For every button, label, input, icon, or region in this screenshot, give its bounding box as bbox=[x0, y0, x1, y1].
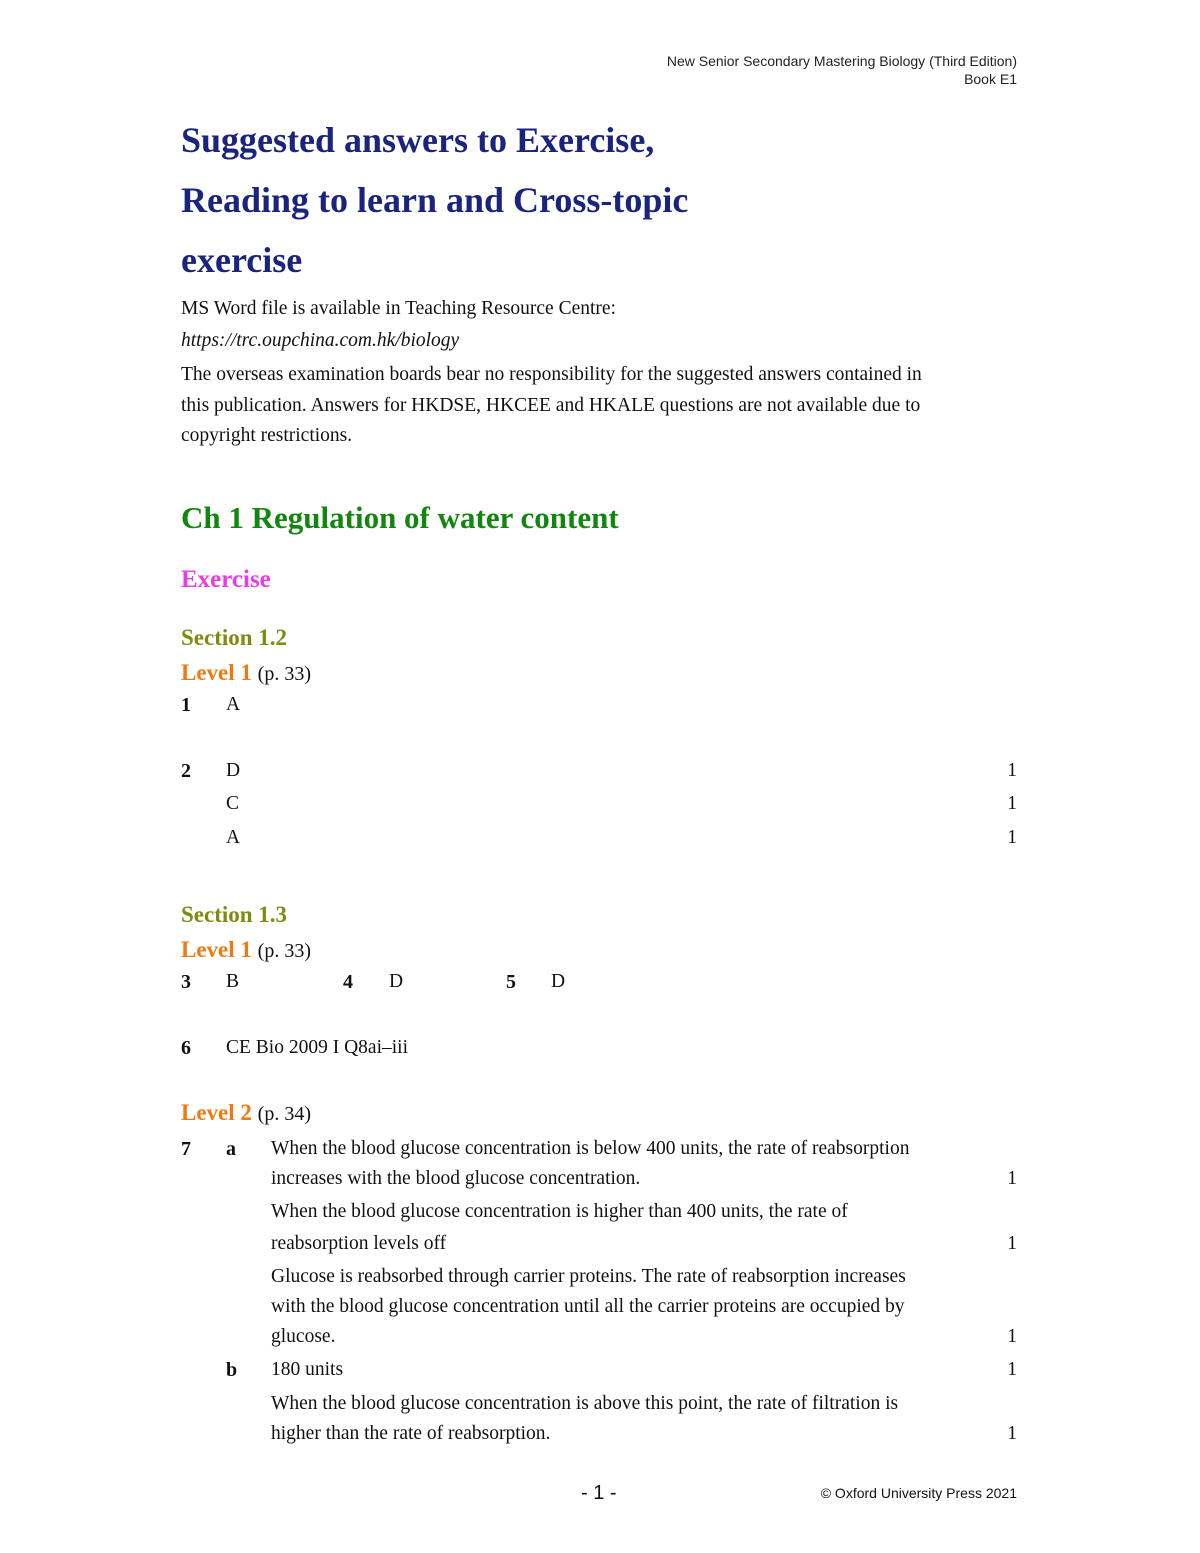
answer: B bbox=[226, 971, 240, 992]
disclaimer-line-1: The overseas examination boards bear no responsibility for the suggested answers contained in bbox=[181, 364, 922, 385]
answer-line: higher than the rate of reabsorption. bbox=[271, 1423, 551, 1444]
mark: 1 bbox=[1007, 760, 1017, 781]
answer-line: glucose. bbox=[271, 1326, 336, 1347]
answer: A bbox=[226, 827, 241, 848]
answer: C bbox=[226, 793, 240, 814]
mark: 1 bbox=[1007, 1326, 1017, 1347]
level-label: Level 2 bbox=[181, 1100, 252, 1125]
exercise-heading: Exercise bbox=[181, 566, 271, 593]
mark: 1 bbox=[1007, 1359, 1017, 1380]
document-title-line-1: Suggested answers to Exercise, bbox=[181, 120, 655, 160]
answer-line: When the blood glucose concentration is higher than 400 units, the rate of bbox=[271, 1201, 848, 1222]
answer-line: When the blood glucose concentration is below 400 units, the rate of reabsorption bbox=[271, 1138, 910, 1159]
disclaimer-line-2: this publication. Answers for HKDSE, HKCEE and HKALE questions are not available due to bbox=[181, 395, 921, 416]
header-book-volume: Book E1 bbox=[964, 71, 1017, 87]
answer-line: When the blood glucose concentration is above this point, the rate of filtration is bbox=[271, 1393, 899, 1414]
header-book-title: New Senior Secondary Mastering Biology (Third Edition) bbox=[666, 53, 1017, 69]
answer: A bbox=[226, 694, 241, 715]
msword-note: MS Word file is available in Teaching Resource Centre: bbox=[181, 298, 616, 319]
question-number: 4 bbox=[343, 971, 353, 993]
mark: 1 bbox=[1007, 1233, 1017, 1254]
level-label: Level 1 bbox=[181, 660, 252, 685]
chapter-heading: Ch 1 Regulation of water content bbox=[181, 500, 619, 535]
mark: 1 bbox=[1007, 1168, 1017, 1189]
question-number: 5 bbox=[506, 971, 516, 993]
document-title-line-2: Reading to learn and Cross-topic bbox=[181, 180, 689, 220]
answer: D bbox=[389, 971, 404, 992]
mark: 1 bbox=[1007, 827, 1017, 848]
question-number: 3 bbox=[181, 971, 191, 993]
section-1-3-level-2 bbox=[181, 1100, 311, 1126]
document-title-line-3: exercise bbox=[181, 240, 303, 280]
question-number: 2 bbox=[181, 760, 191, 782]
answer: D bbox=[551, 971, 566, 992]
running-header bbox=[667, 52, 1017, 88]
disclaimer-line-3: copyright restrictions. bbox=[181, 425, 353, 446]
resource-url[interactable] bbox=[181, 325, 459, 356]
level-page-ref: (p. 34) bbox=[257, 1103, 311, 1125]
mark: 1 bbox=[1007, 1423, 1017, 1444]
section-1-2-heading: Section 1.2 bbox=[181, 625, 288, 650]
answer-line: increases with the blood glucose concentration. bbox=[271, 1168, 641, 1189]
answer: D bbox=[226, 760, 241, 781]
sub-question-label: b bbox=[226, 1359, 238, 1381]
answer-line: with the blood glucose concentration until all the carrier proteins are occupied by bbox=[271, 1296, 905, 1317]
section-1-3-heading: Section 1.3 bbox=[181, 902, 288, 927]
answer: CE Bio 2009 I Q8ai–iii bbox=[226, 1037, 408, 1058]
sub-question-label: a bbox=[226, 1138, 236, 1160]
answer-line: Glucose is reabsorbed through carrier proteins. The rate of reabsorption increases bbox=[271, 1266, 906, 1287]
page-number: - 1 - bbox=[581, 1482, 617, 1504]
answer-line: 180 units bbox=[271, 1359, 344, 1380]
section-1-2-level-1 bbox=[181, 660, 311, 686]
answer-line: reabsorption levels off bbox=[271, 1233, 447, 1254]
copyright-notice: © Oxford University Press 2021 bbox=[820, 1485, 1017, 1501]
level-label: Level 1 bbox=[181, 937, 252, 962]
question-number: 6 bbox=[181, 1037, 191, 1059]
level-page-ref: (p. 33) bbox=[257, 663, 311, 685]
resource-url-text[interactable]: https://trc.oupchina.com.hk/biology bbox=[181, 330, 460, 351]
question-number: 7 bbox=[181, 1138, 191, 1160]
section-1-3-level-1 bbox=[181, 937, 311, 963]
level-page-ref: (p. 33) bbox=[257, 940, 311, 962]
mark: 1 bbox=[1007, 793, 1017, 814]
question-number: 1 bbox=[181, 694, 191, 716]
